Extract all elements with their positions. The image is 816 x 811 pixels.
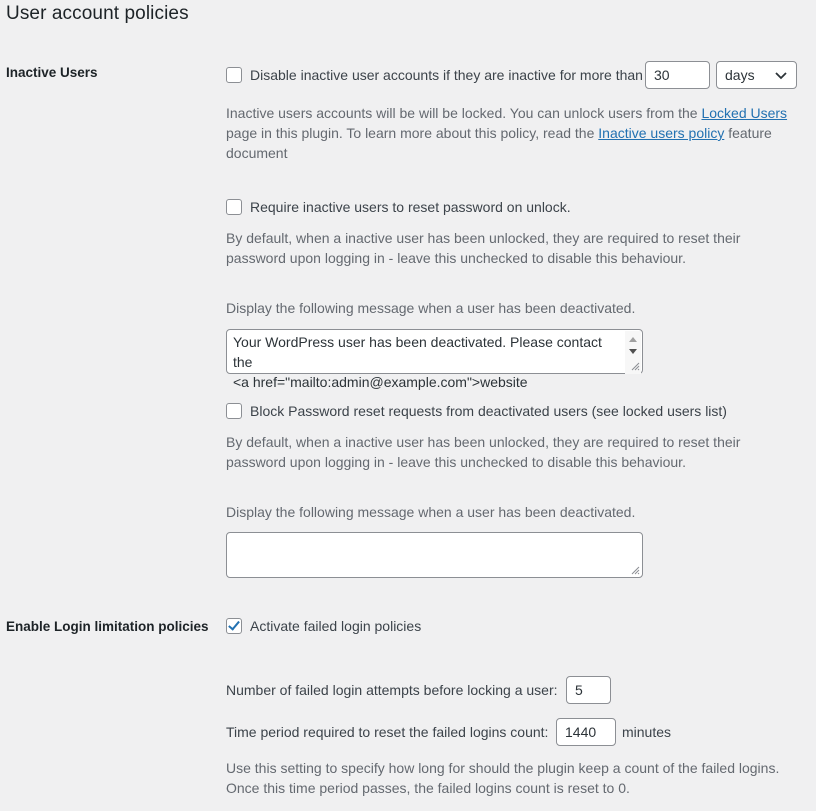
block-reset-description-line-2: password upon logging in - leave this unchecked to disable this behaviour. <box>226 454 686 470</box>
inactive-description-text-2: page in this plugin. To learn more about this policy, read the <box>226 125 599 141</box>
reset-period-label: Time period required to reset the failed logins count: <box>226 724 549 740</box>
locked-users-link[interactable]: Locked Users <box>701 105 788 121</box>
disable-inactive-checkbox[interactable] <box>226 67 242 83</box>
activate-failed-login-label[interactable]: Activate failed login policies <box>250 618 422 634</box>
inactive-period-input[interactable]: 30 <box>645 61 710 89</box>
message-line-1: Your WordPress user has been deactivated. Please contact the <box>233 334 602 370</box>
resize-grip-icon[interactable] <box>631 362 640 371</box>
require-reset-checkbox[interactable] <box>226 199 242 215</box>
inactive-users-policy-link[interactable]: Inactive users policy <box>598 125 725 141</box>
deactivation-message-label-2: Display the following message when a user has been deactivated. <box>226 504 636 520</box>
block-reset-description <box>226 432 811 472</box>
inactive-description-text-1: Inactive users accounts will be will be locked. You can unlock users from the <box>226 105 702 121</box>
deactivation-message-textarea[interactable] <box>226 329 643 390</box>
message-line-2: <a href="mailto:admin@example.com">website <box>233 374 528 390</box>
inactive-description-text-3: feature <box>724 125 772 141</box>
require-reset-description <box>226 228 811 268</box>
failed-attempts-input[interactable]: 5 <box>566 676 611 704</box>
reset-period-unit: minutes <box>622 724 672 740</box>
require-reset-description-line-2: password upon logging in - leave this unchecked to disable this behaviour. <box>226 250 686 266</box>
chevron-down-icon <box>774 68 788 82</box>
reset-period-description-line-2: Once this time period passes, the failed logins count is reset to 0. <box>226 780 630 796</box>
inactive-description-text-4: document <box>226 145 288 161</box>
inactive-users-label: Inactive Users <box>6 65 98 80</box>
block-reset-description-line-1: By default, when a inactive user has been unlocked, they are required to reset their <box>226 434 741 450</box>
disable-inactive-label[interactable]: Disable inactive user accounts if they are inactive for more than <box>250 67 643 83</box>
resize-grip-icon[interactable] <box>631 566 640 575</box>
reset-period-input[interactable]: 1440 <box>556 718 616 746</box>
deactivation-message-textarea-2[interactable] <box>226 532 643 578</box>
inactive-description <box>226 103 811 163</box>
require-reset-description-line-1: By default, when a inactive user has been unlocked, they are required to reset their <box>226 230 741 246</box>
login-limitation-label: Enable Login limitation policies <box>6 619 209 634</box>
deactivation-message-label: Display the following message when a user has been deactivated. <box>226 300 636 316</box>
page-title: User account policies <box>6 3 189 24</box>
block-reset-checkbox[interactable] <box>226 403 242 419</box>
activate-failed-login-checkbox[interactable] <box>226 618 242 634</box>
reset-period-description-line-1: Use this setting to specify how long for should the plugin keep a count of the failed logins. <box>226 760 780 776</box>
failed-attempts-label: Number of failed login attempts before locking a user: <box>226 682 558 698</box>
inactive-unit-value: days <box>725 67 755 83</box>
require-reset-label[interactable]: Require inactive users to reset password on unlock. <box>250 199 571 215</box>
reset-period-description <box>226 758 811 798</box>
block-reset-label[interactable]: Block Password reset requests from deactivated users (see locked users list) <box>250 403 727 419</box>
inactive-unit-select[interactable] <box>716 61 797 89</box>
